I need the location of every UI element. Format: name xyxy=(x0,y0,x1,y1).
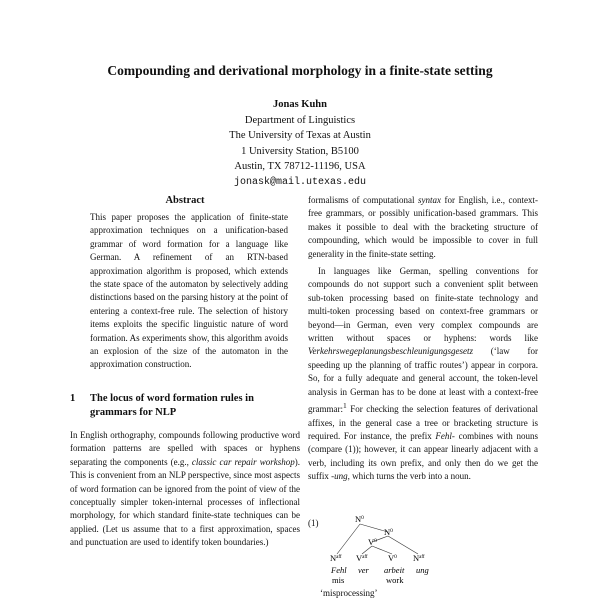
abstract-heading: Abstract xyxy=(165,195,205,206)
emphasis-word: syntax xyxy=(418,195,441,205)
tree-gloss: work xyxy=(386,575,404,584)
tree-leaf-vaff: $V^{aff}$ xyxy=(356,553,368,563)
tree-node-root: $N^0$ xyxy=(355,514,364,524)
tree-node-v0: $V^0$ xyxy=(368,537,377,547)
section-paragraph: In English orthography, compounds following productive word formation patterns are spelled with spaces or hyphens separating the components (e.g., classic car repair workshop). This is convenient from an NLP perspective, since most aspects of word formation can be ignored from the point of view of the conceptually simpler token-internal processes of inflectional morphology, for which standard finite-state techniques can be applied. (Let us assume that to a first approximation, spaces and punctuation are used to identify token boundaries.) xyxy=(70,429,300,548)
abstract-text: This paper proposes the application of finite-state approximation techniques on a unification-based grammar of word formation for a language like German. A refinement of an RTN-based approximation algorithm is proposed, which extends the state space of the automaton by selectively adding distinctions based on the parsing history at the point of entering a context-free rule. The selection of history items exploits the specific linguistic nature of word formation. As experiments show, this algorithm avoids an explosion of the size of the automaton in the approximation construction. xyxy=(90,212,288,370)
tree-word: ver xyxy=(358,565,369,575)
tree-gloss: mis xyxy=(332,575,345,584)
tree-node-n0: $N^0$ xyxy=(384,527,393,537)
tree-word: ung xyxy=(416,565,429,575)
author-email[interactable]: jonask@mail.utexas.edu xyxy=(233,176,367,188)
tree-leaf-naff2: $N^{aff}$ xyxy=(413,553,425,563)
affiliation-line: The University of Texas at Austin xyxy=(229,130,371,141)
tree-leaf-naff: $N^{aff}$ xyxy=(330,553,342,563)
left-column xyxy=(70,195,300,550)
affiliation-line: 1 University Station, B5100 xyxy=(241,145,359,157)
author-block xyxy=(0,97,600,190)
section-title: The locus of word formation rules in grammars for NLP xyxy=(90,392,254,418)
tree-word: arbeit xyxy=(384,565,405,575)
prefix-example: Fehl- xyxy=(435,430,455,441)
morphology-tree xyxy=(320,514,450,584)
example-label: (1) xyxy=(308,518,319,528)
suffix-example: -ung xyxy=(331,471,348,482)
paper-title: Compounding and derivational morphology in a finite-state setting xyxy=(107,63,493,78)
section-heading xyxy=(70,392,300,420)
affiliation-line: Austin, TX 78712-11196, USA xyxy=(234,161,366,172)
section-number: 1 xyxy=(70,392,76,404)
tree-word: Fehl xyxy=(331,565,347,575)
author-name: Jonas Kuhn xyxy=(273,99,327,110)
footnote-marker[interactable]: 1 xyxy=(343,401,347,411)
body-paragraph: formalisms of computational syntax for English, i.e., context-free grammars, or possibly unification-based grammars. This makes it possible to deal with the bracketing structure of compounding, which would be impossible to cover in full generality in the finite-state setting. xyxy=(308,195,538,259)
example-compound: Verkehrswegeplanungsbeschleunigungsgesetz xyxy=(308,346,473,357)
affiliation-line: Department of Linguistics xyxy=(244,114,356,126)
tree-leaf-v0: $V^0$ xyxy=(388,553,397,563)
example-phrase: classic car repair workshop xyxy=(191,456,295,467)
tree-branches xyxy=(337,524,418,554)
body-paragraph: In languages like German, spelling conventions for compounds do not support such a convenient split between sub-token processing based on finite-state technology and multi-token processing based on context-free grammars or beyond—in German, even very complex compounds are written without spaces or hyphens: words like Verkehrswegeplanungsbeschleunigungsgesetz (‘law for speeding up the planning of traffic routes’) appear in corpora. So, for a fully adequate and general account, the token-level analysis in German has to be done at least with a context-free grammar:$^1$ For checking the selection features of derivational affixes, in the general case a tree or bracketing structure is required. For instance, the prefix Fehl- combines with nouns (compare (1)); however, it can appear linearly adjacent with a verb, including its own prefix, and only then do we get the suffix -ung, which turns the verb into a noun. xyxy=(308,266,538,482)
right-column xyxy=(308,194,538,484)
example-translation: ‘misprocessing’ xyxy=(320,588,378,598)
